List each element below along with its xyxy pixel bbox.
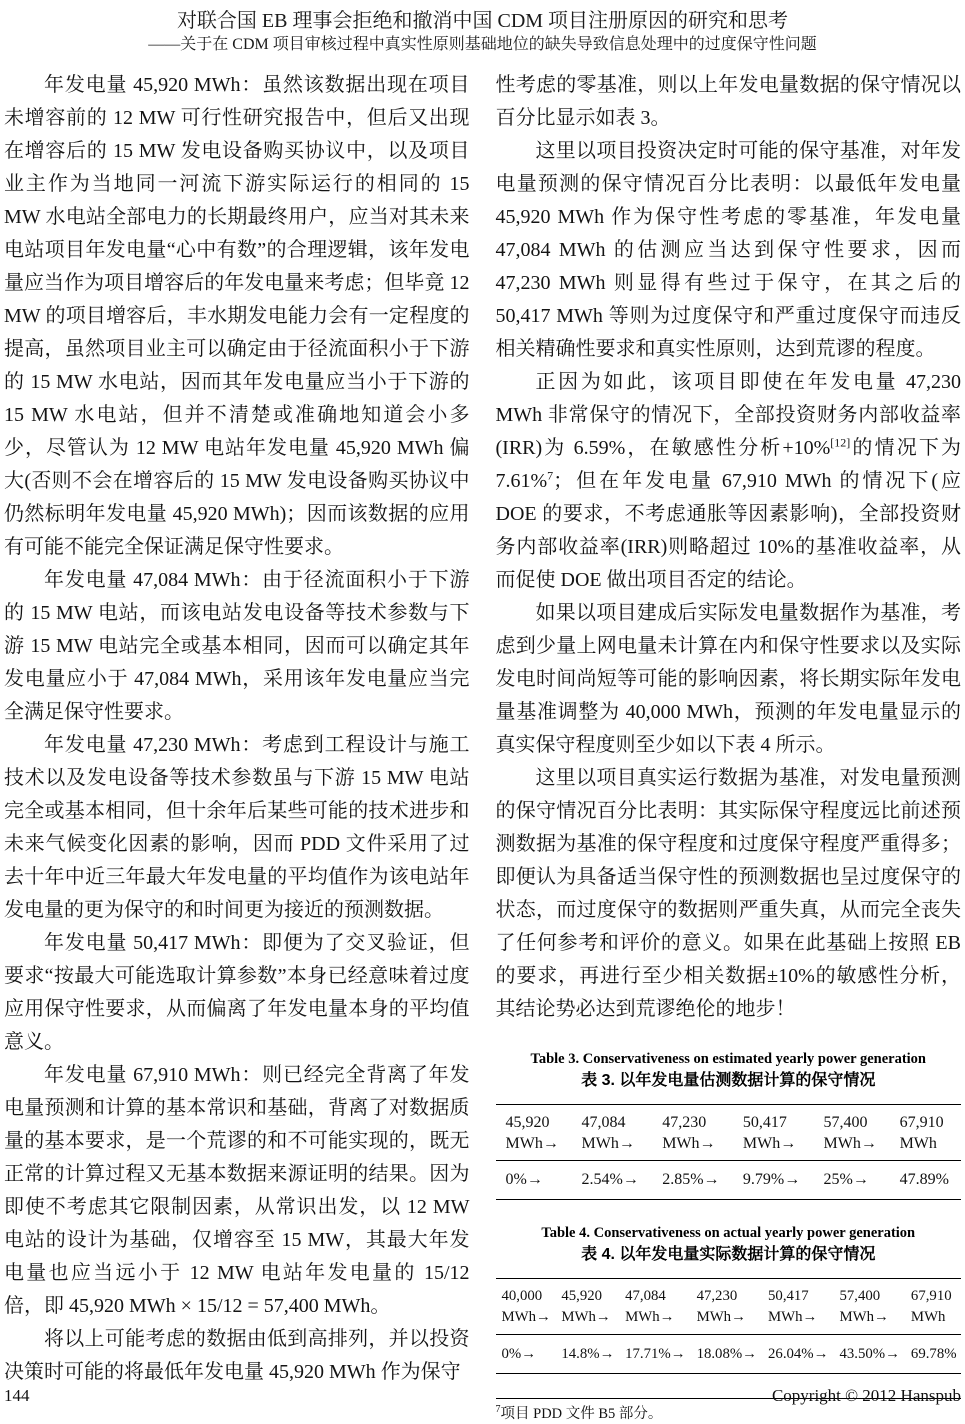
table-cell: 40,000 MWh→ xyxy=(496,1279,556,1335)
table4 xyxy=(496,1278,962,1374)
table4-block xyxy=(496,1224,962,1374)
table3-caption-cn: 表 3. 以年发电量估测数据计算的保守情况 xyxy=(581,1072,876,1089)
table-cell: 2.85%→ xyxy=(652,1161,733,1200)
table-cell: 47,230 MWh→ xyxy=(652,1105,733,1161)
footnote-marker: 7 xyxy=(495,1404,501,1416)
body-paragraph: 如果以项目建成后实际发电量数据作为基准，考虑到少量上网电量未计算在内和保守性要求以及实际发电时间尚短等可能的影响因素，将长期实际年发电量基准调整为 40,000 MWh，预测的年发电量显示的真实保守程度则至少如以下表 4 所示。 xyxy=(495,602,961,756)
table-header-row xyxy=(496,1105,962,1161)
table-value-row xyxy=(496,1161,962,1200)
paper-subtitle: ——关于在 CDM 项目审核过程中真实性原则基础地位的缺失导致信息处理中的过度保守性问题 xyxy=(148,36,817,53)
table-cell: 69.78% xyxy=(905,1335,961,1374)
table-value-row xyxy=(496,1335,962,1374)
table-cell: 0%→ xyxy=(496,1161,572,1200)
table-cell: 45,920 MWh→ xyxy=(496,1105,572,1161)
body-paragraph: 年发电量 50,417 MWh：即便为了交叉验证，但要求“按最大可能选取计算参数”本身已经意味着过度应用保守性要求，从而偏离了年发电量本身的平均值意义。 xyxy=(4,932,470,1053)
body-paragraph: 性考虑的零基准，则以上年发电量数据的保守情况以百分比显示如表 3。 xyxy=(495,74,961,129)
table-cell: 67,910 MWh xyxy=(905,1279,961,1335)
table-cell: 25%→ xyxy=(814,1161,890,1200)
body-paragraph: 年发电量 45,920 MWh：虽然该数据出现在项目未增容前的 12 MW 可行性研究报告中，但后又出现在增容后的 15 MW 发电设备购买协议中，以及项目业主作为当地同一河流下游实际运行的相同的 15 MW 水电站全部电力的长期最终用户，应当对其未来电站项目年发电量“心中有数”的合理逻辑，该年发电量应当作为项目增容后的年发电量来考虑；但毕竟 12 MW 的项目增容后，丰水期发电能力会有一定程度的提高，虽然项目业主可以确定由于径流面积小于下游的 15 MW 水电站，因而其年发电量应当小于下游的 15 MW 水电站，但并不清楚或准确地知道会小多少，尽管认为 12 MW 电站年发电量 45,920 MWh 偏大(否则不会在增容后的 15 MW 发电设备购买协议中仍然标明年发电量 45,920 MWh)；因而该数据的应用有可能不能完全保证满足保守性要求。 xyxy=(4,74,470,558)
table-cell: 67,910 MWh xyxy=(890,1105,961,1161)
body-paragraph xyxy=(496,366,962,597)
body-paragraph: 年发电量 47,230 MWh：考虑到工程设计与施工技术以及发电设备等技术参数虽与下游 15 MW 电站完全或基本相同，但十余年后某些可能的技术进步和未来气候变化因素的影响，因而 PDD 文件采用了过去十年中近三年最大年发电量的平均值作为该电站年发电量的更为保守的和时间更为接近的预测数据。 xyxy=(4,734,470,921)
paragraph-segment: 正因为如此，该项目即使在年发电量 47,230 MWh 非常保守的情况下，全部投资财务内部收益率(IRR)为 6.59%，在敏感性分析+10% xyxy=(495,371,961,459)
right-column xyxy=(496,69,962,1424)
table-cell: 47,230 MWh→ xyxy=(691,1279,762,1335)
table-cell: 45,920 MWh→ xyxy=(555,1279,619,1335)
body-paragraph: 将以上可能考虑的数据由低到高排列，并以投资决策时可能的将最低年发电量 45,920 MWh 作为保守 xyxy=(4,1328,470,1383)
table-cell: 47.89% xyxy=(890,1161,961,1200)
body-paragraph: 这里以项目投资决定时可能的保守基准，对年发电量预测的保守情况百分比表明：以最低年发电量 45,920 MWh 作为保守性考虑的零基准，年发电量 47,084 MWh 的估测应当达到保守性要求，因而 47,230 MWh 则显得有些过于保守，在其之后的 50,417 MWh 等则为过度保守和严重过度保守而违反相关精确性要求和真实性原则，达到荒谬的程度。 xyxy=(495,140,961,360)
table-cell: 9.79%→ xyxy=(733,1161,814,1200)
table3 xyxy=(496,1104,962,1200)
table-cell: 2.54%→ xyxy=(572,1161,653,1200)
table-cell: 43.50%→ xyxy=(833,1335,904,1374)
table-cell: 47,084 MWh→ xyxy=(619,1279,690,1335)
paragraph-segment: 的情况下为 7.61% xyxy=(495,437,961,492)
table-cell: 57,400 MWh→ xyxy=(814,1105,890,1161)
table-cell: 17.71%→ xyxy=(619,1335,690,1374)
table-header-row xyxy=(496,1279,962,1335)
footnote-superscript: 7 xyxy=(547,468,554,483)
table3-caption-en: Table 3. Conservativeness on estimated yearly power generation xyxy=(530,1051,926,1067)
two-column-body xyxy=(0,56,965,1424)
paper-title: 对联合国 EB 理事会拒绝和撤消中国 CDM 项目注册原因的研究和思考 xyxy=(176,10,789,32)
table-cell: 47,084 MWh→ xyxy=(572,1105,653,1161)
body-paragraph: 年发电量 47,084 MWh：由于径流面积小于下游的 15 MW 电站，而该电站发电设备等技术参数与下游 15 MW 电站完全或基本相同，因而可以确定其年发电量应小于 47,084 MWh，采用该年发电量应当完全满足保守性要求。 xyxy=(4,569,470,723)
citation-superscript: [12] xyxy=(830,435,851,450)
table4-caption-cn: 表 4. 以年发电量实际数据计算的保守情况 xyxy=(581,1246,876,1263)
body-paragraph: 这里以项目真实运行数据为基准，对发电量预测的保守情况百分比表明：其实际保守程度远比前述预测数据为基准的保守程度和过度保守程度严重得多；即便认为具备适当保守性的预测数据也呈过度保守的状态，而过度保守的数据则严重失真，从而完全丧失了任何参考和评价的意义。如果在此基础上按照 EB 的要求，再进行至少相关数据±10%的敏感性分析，其结论势必达到荒谬绝伦的地步！ xyxy=(495,767,961,1020)
table-cell: 50,417 MWh→ xyxy=(762,1279,833,1335)
table-cell: 18.08%→ xyxy=(691,1335,762,1374)
table3-block xyxy=(496,1050,962,1200)
left-column xyxy=(4,69,470,1424)
paragraph-segment: ；但在年发电量 67,910 MWh 的情况下(应 DOE 的要求，不考虑通胀等因素影响)，全部投资财务内部收益率(IRR)则略超过 10%的基准收益率，从而促使 DOE 做出项目否定的结论。 xyxy=(495,470,961,591)
table4-caption-en: Table 4. Conservativeness on actual yearly power generation xyxy=(541,1225,916,1241)
table-cell: 14.8%→ xyxy=(555,1335,619,1374)
page-footer xyxy=(4,1386,961,1406)
table-cell: 26.04%→ xyxy=(762,1335,833,1374)
table-cell: 50,417 MWh→ xyxy=(733,1105,814,1161)
table-cell: 57,400 MWh→ xyxy=(833,1279,904,1335)
table-cell: 0%→ xyxy=(496,1335,556,1374)
footnote-text: $^7$项目 PDD 文件 B5 部分。 xyxy=(495,1404,663,1422)
page-header xyxy=(0,0,965,56)
page-number: 144 xyxy=(4,1386,30,1405)
copyright: Copyright © 2012 Hanspub xyxy=(771,1386,961,1405)
body-paragraph: 年发电量 67,910 MWh：则已经完全背离了年发电量预测和计算的基本常识和基础，背离了对数据质量的基本要求，是一个荒谬的和不可能实现的，既无正常的计算过程又无基本数据来源证明的结果。因为即使不考虑其它限制因素，从常识出发，以 12 MW 电站的设计为基础，仅增容至 15 MW，其最大年发电量也应当远小于 12 MW 电站年发电量的 15/12 倍，即 45,920 MWh × 15/12 = 57,400 MWh。 xyxy=(4,1064,470,1317)
